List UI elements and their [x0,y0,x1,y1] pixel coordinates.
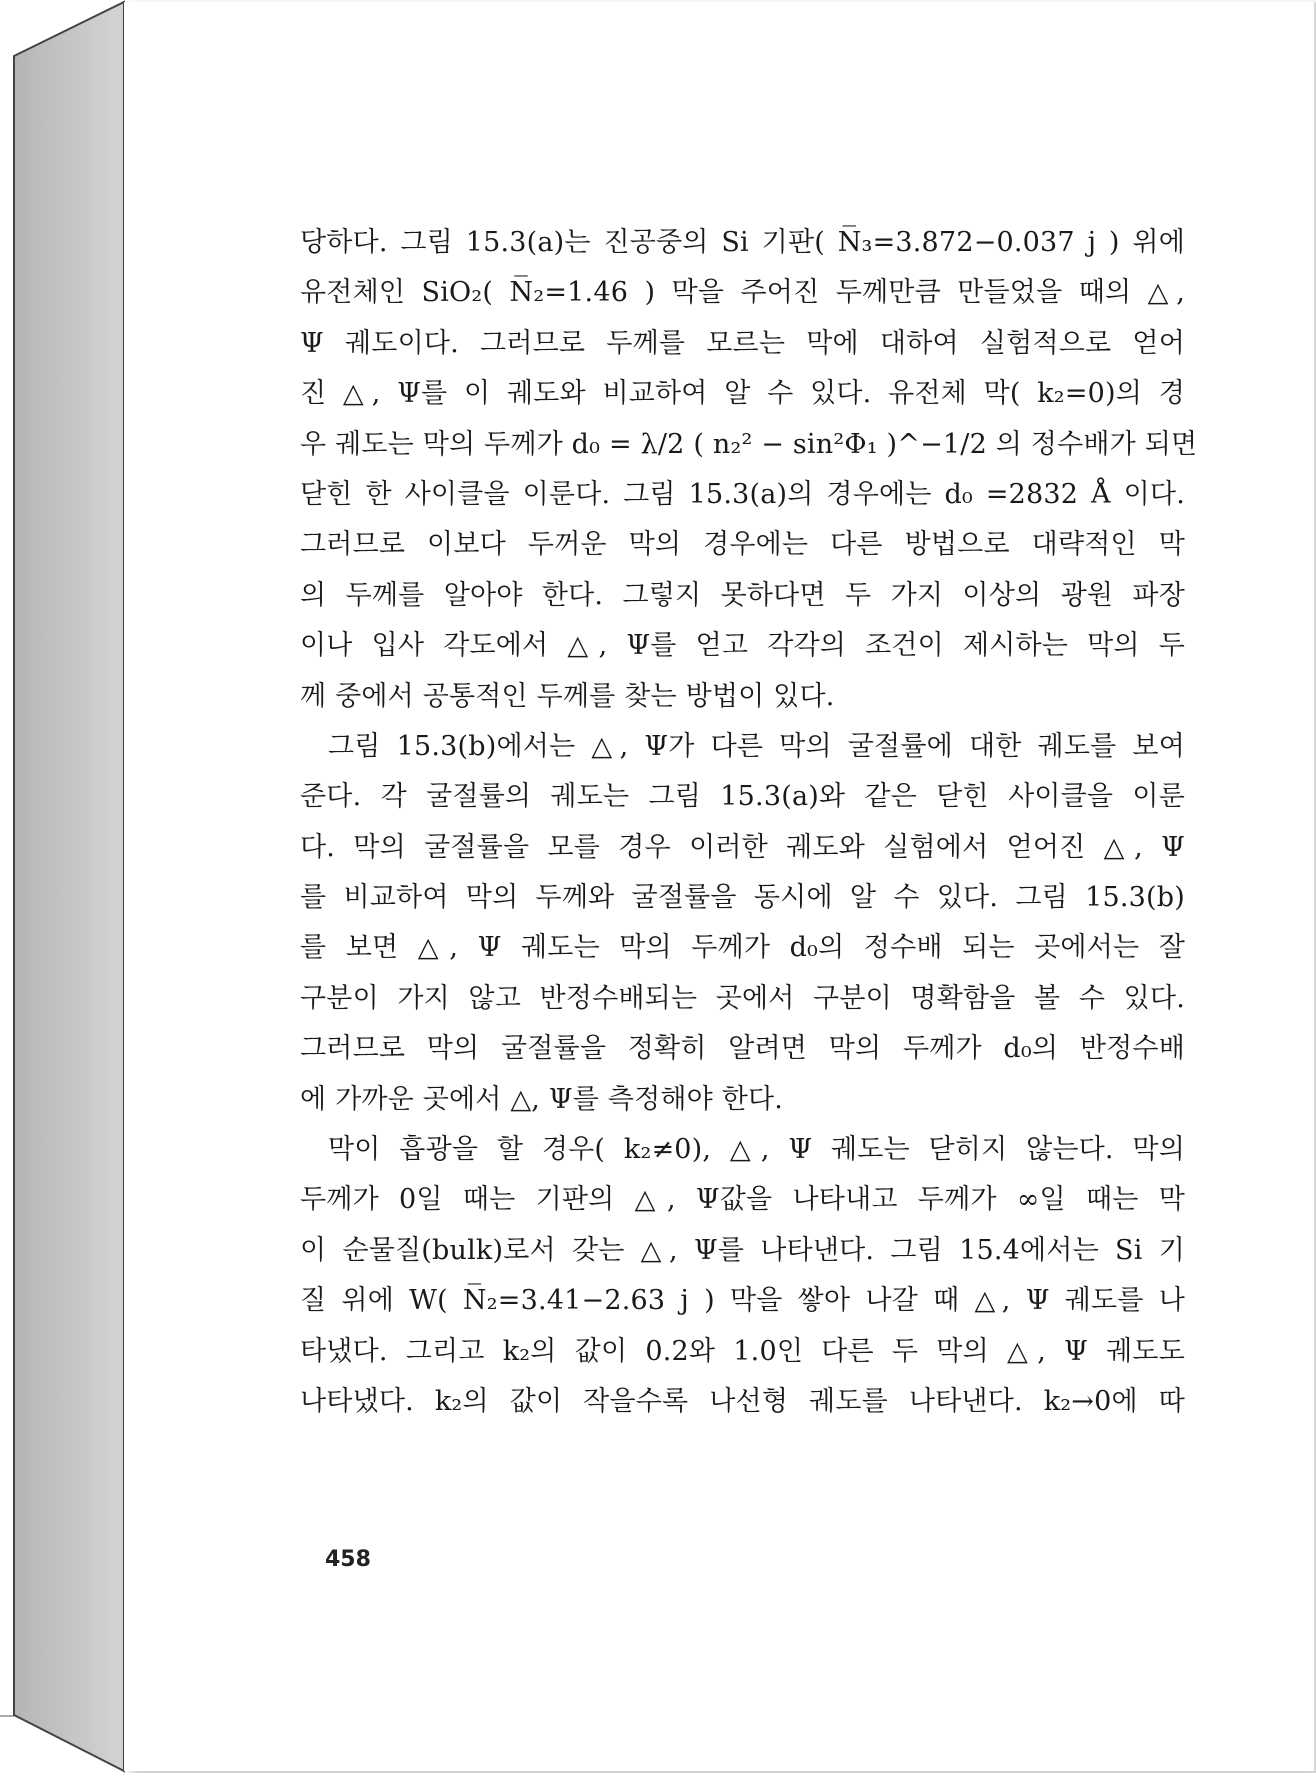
text-line: 를 보면 △, Ψ 궤도는 막의 두께가 d₀의 정수배 되는 곳에서는 잘 [300,932,1185,964]
text-line: 그림 15.3(b)에서는 △, Ψ가 다른 막의 굴절률에 대한 궤도를 보여 [328,730,1185,762]
text-line: 께 중에서 공통적인 두께를 찾는 방법이 있다. [300,680,835,712]
text-line: 두께가 0일 때는 기판의 △, Ψ값을 나타내고 두께가 ∞일 때는 막 [300,1184,1185,1216]
text-line: 타냈다. 그리고 k₂의 값이 0.2와 1.0인 다른 두 막의 △, Ψ 궤도도 [300,1335,1185,1367]
text-line: 준다. 각 굴절률의 궤도는 그림 15.3(a)와 같은 닫힌 사이클을 이룬 [300,781,1185,813]
text-line: 막이 흡광을 할 경우( k₂≠0), △, Ψ 궤도는 닫히지 않는다. 막의 [328,1134,1185,1166]
text-line: 질 위에 W( N̅₂=3.41−2.63 j ) 막을 쌓아 나갈 때 △, Ψ 궤도를 나 [300,1285,1185,1317]
text-line: 그러므로 막의 굴절률을 정확히 알려면 막의 두께가 d₀의 반정수배 [300,1033,1185,1065]
text-line: 이 순물질(bulk)로서 갖는 △, Ψ를 나타낸다. 그림 15.4에서는 Si 기 [300,1234,1185,1266]
text-line: 에 가까운 곳에서 △, Ψ를 측정해야 한다. [300,1083,784,1115]
text-line: 를 비교하여 막의 두께와 굴절률을 동시에 알 수 있다. 그림 15.3(b) [300,882,1185,914]
text-line: 의 두께를 알아야 한다. 그렇지 못하다면 두 가지 이상의 광원 파장 [300,579,1185,611]
text-line: 다. 막의 굴절률을 모를 경우 이러한 궤도와 실험에서 얻어진 △, Ψ [300,831,1185,863]
text-line: 그러므로 이보다 두꺼운 막의 경우에는 다른 방법으로 대략적인 막 [300,529,1185,561]
text-line: 닫힌 한 사이클을 이룬다. 그림 15.3(a)의 경우에는 d₀ =2832 Å 이다. [300,478,1185,510]
text-line: 진 △, Ψ를 이 궤도와 비교하여 알 수 있다. 유전체 막( k₂=0)의 경 [300,378,1185,410]
text-line: 유전체인 SiO₂( N̅₂=1.46 ) 막을 주어진 두께만큼 만들었을 때의 △, [300,277,1185,309]
text-line: 나타냈다. k₂의 값이 작을수록 나선형 궤도를 나타낸다. k₂→0에 따 [300,1385,1185,1417]
body-text [300,218,1198,1427]
text-line: 이나 입사 각도에서 △, Ψ를 얻고 각각의 조건이 제시하는 막의 두 [300,630,1185,662]
text-line: Ψ 궤도이다. 그러므로 두께를 모르는 막에 대하여 실험적으로 얻어 [300,327,1185,359]
text-line: 구분이 가지 않고 반정수배되는 곳에서 구분이 명확함을 볼 수 있다. [300,982,1185,1014]
text-line: 당하다. 그림 15.3(a)는 진공중의 Si 기판( N̅₃=3.872−0.037 j ) 위에 [300,227,1185,258]
page-number: 458 [325,1547,371,1572]
text-line: 우 궤도는 막의 두께가 d₀ = λ/2 ( n₂² − sin²Φ₁ )^−1/2 의 정수배가 되면 [300,428,1198,460]
